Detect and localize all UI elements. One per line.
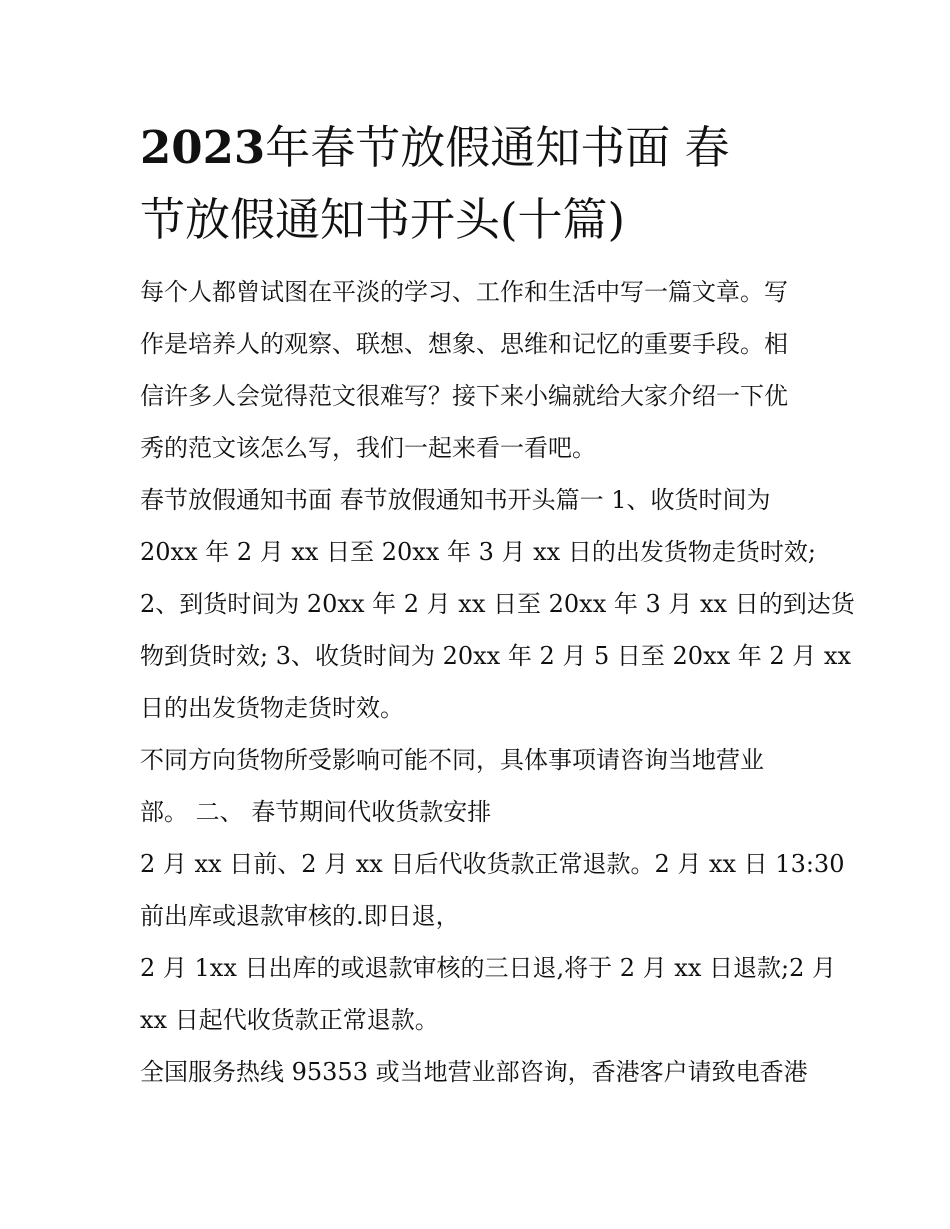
body-line: 物到货时效; 3、收货时间为 20xx 年 2 月 5 日至 20xx 年 2 月 xx: [140, 642, 851, 670]
title-line2: 节放假通知书开头(十篇): [140, 193, 626, 246]
document-title: [140, 112, 812, 256]
body-line: 春节放假通知书面 春节放假通知书开头篇一 1、收货时间为: [140, 486, 771, 514]
title-year: 2023: [140, 121, 266, 174]
body-line: 全国服务热线 95353 或当地营业部咨询，香港客户请致电香港: [140, 1058, 808, 1086]
document-page: [140, 112, 855, 1098]
body-line: 秀的范文该怎么写，我们一起来看一看吧。: [140, 434, 596, 462]
title-line1: 年春节放假通知书面 春: [265, 121, 730, 174]
body-line: 信许多人会觉得范文很难写？接下来小编就给大家介绍一下优: [140, 382, 788, 410]
body-line: 2、到货时间为 20xx 年 2 月 xx 日至 20xx 年 3 月 xx 日的到达货: [140, 590, 855, 618]
body-line: 2 月 1xx 日出库的或退款审核的三日退,将于 2 月 xx 日退款;2 月: [140, 954, 836, 982]
body-line: 2 月 xx 日前、2 月 xx 日后代收货款正常退款。2 月 xx 日 13:30: [140, 850, 845, 878]
document-body: [140, 266, 855, 1098]
body-line: xx 日起代收货款正常退款。: [140, 1006, 439, 1034]
body-line: 作是培养人的观察、联想、想象、思维和记忆的重要手段。相: [140, 330, 788, 358]
body-line: 日的出发货物走货时效。: [140, 694, 404, 722]
body-line: 前出库或退款审核的.即日退，: [140, 902, 460, 930]
body-line: 20xx 年 2 月 xx 日至 20xx 年 3 月 xx 日的出发货物走货时效;: [140, 538, 816, 566]
body-line: 不同方向货物所受影响可能不同，具体事项请咨询当地营业: [140, 746, 764, 774]
body-line: 每个人都曾试图在平淡的学习、工作和生活中写一篇文章。写: [140, 278, 788, 306]
body-line: 部。 二、 春节期间代收货款安排: [140, 798, 492, 826]
